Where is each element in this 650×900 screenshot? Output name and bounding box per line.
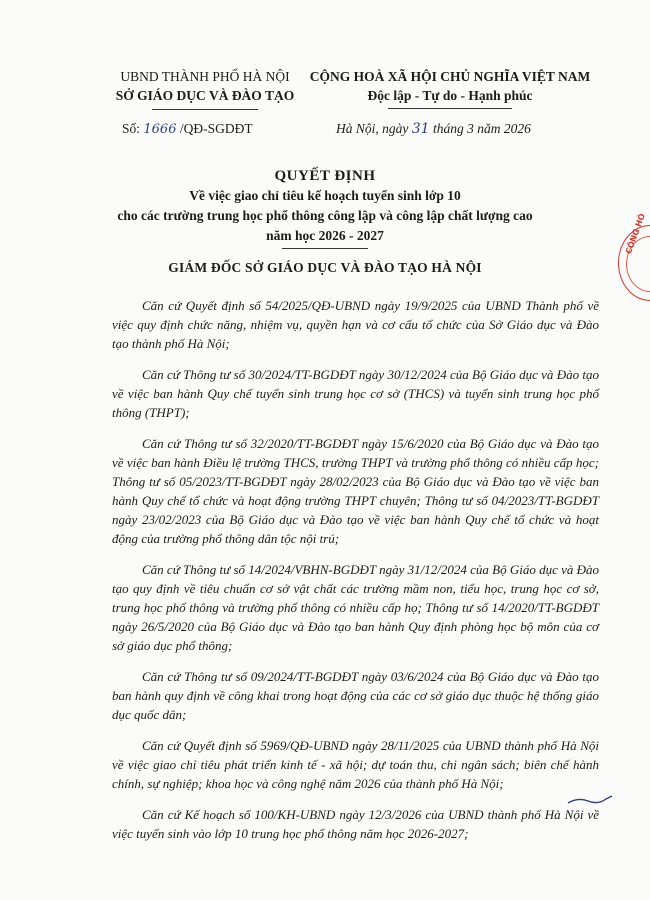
- date-day-handwritten: 31: [411, 121, 430, 137]
- subtitle-underline: [282, 248, 368, 249]
- motto-line-1: CỘNG HOÀ XÃ HỘI CHỦ NGHĨA VIỆT NAM: [309, 69, 591, 84]
- legal-basis-paragraph: Căn cứ Thông tư số 30/2024/TT-BGDĐT ngày 30/12/2024 của Bộ Giáo dục và Đào tạo về việc ban hành Quy chế tuyển sinh trung học cơ sở (THCS) và tuyển sinh trung học phổ thông (THPT);: [112, 367, 599, 420]
- issuing-agency: [105, 67, 305, 105]
- document-date: [336, 121, 531, 137]
- legal-basis-paragraph: Căn cứ Thông tư số 14/2024/VBHN-BGDĐT ngày 31/12/2024 của Bộ Giáo dục và Đào tạo quy định về tiêu chuẩn cơ sở vật chất các trường mầm non, tiểu học, trung học cơ sở, trung học phổ thông và trường phổ thông có nhiều cấp họ; Thông tư số 14/2020/TT-BGDĐT ngày 26/5/2020 của Bộ Giáo dục và Đào tạo ban hành Quy định phòng học bộ môn của cơ sở giáo dục phổ thông;: [112, 562, 599, 653]
- legal-basis: [112, 296, 599, 855]
- subtitle-line: Về việc giao chỉ tiêu kế hoạch tuyển sinh lớp 10: [189, 188, 461, 203]
- legal-basis-paragraph: Căn cứ Thông tư số 09/2024/TT-BGDĐT ngày 03/6/2024 của Bộ Giáo dục và Đào tạo ban hành quy định về công khai trong hoạt động của các cơ sở giáo dục thuộc hệ thống giáo dục quốc dân;: [112, 669, 599, 722]
- motto-line-2: Độc lập - Tự do - Hạnh phúc: [367, 88, 533, 103]
- legal-basis-paragraph: Căn cứ Thông tư số 32/2020/TT-BGDĐT ngày 15/6/2020 của Bộ Giáo dục và Đào tạo về việc ban hành Điều lệ trường THCS, trường THPT và trường phổ thông có nhiều cấp học; Thông tư số 05/2023/TT-BGDĐT ngày 28/02/2023 của Bộ Giáo dục và Đào tạo về việc ban hành Quy chế tổ chức và hoạt động trường THPT chuyên; Thông tư số 04/2023/TT-BGDĐT ngày 23/02/2023 của Bộ Giáo dục và Đào tạo về việc ban hành Quy chế tổ chức và hoạt động của trường phổ thông dân tộc nội trú;: [112, 436, 599, 546]
- legal-basis-paragraph: Căn cứ Quyết định số 5969/QĐ-UBND ngày 28/11/2025 của UBND thành phố Hà Nội về việc giao chỉ tiêu phát triển kinh tế - xã hội; dự toán thu, chi ngân sách; biên chế hành chính, sự nghiệp; khoa học và công nghệ năm 2026 của thành phố Hà Nội;: [112, 738, 599, 791]
- document-number: [122, 121, 253, 137]
- legal-basis-paragraph: Căn cứ Kế hoạch số 100/KH-UBND ngày 12/3/2026 của UBND thành phố Hà Nội về việc tuyển sinh vào lớp 10 trung học phổ thông năm học 2026-2027;: [112, 807, 599, 841]
- agency-line-1: UBND THÀNH PHỐ HÀ NỘI: [120, 69, 290, 84]
- document-title: QUYẾT ĐỊNH: [274, 168, 376, 184]
- legal-basis-paragraph: Căn cứ Quyết định số 54/2025/QĐ-UBND ngày 19/9/2025 của UBND Thành phố về việc quy định chức năng, nhiệm vụ, quyền hạn và cơ cấu tổ chức của Sở Giáo dục và Đào tạo thành phố Hà Nội;: [112, 298, 599, 351]
- motto-underline: [388, 108, 512, 109]
- national-motto: [300, 67, 600, 105]
- document-subtitle: [70, 186, 580, 246]
- agency-underline: [152, 109, 258, 110]
- pen-mark-icon: [566, 793, 614, 807]
- date-suffix: tháng 3 năm 2026: [429, 121, 531, 136]
- doc-number-suffix: /QĐ-SGDĐT: [176, 121, 253, 136]
- subtitle-line: cho các trường trung học phổ thông công lập và công lập chất lượng cao: [117, 208, 533, 223]
- issuer-heading: GIÁM ĐỐC SỞ GIÁO DỤC VÀ ĐÀO TẠO HÀ NỘI: [168, 260, 482, 275]
- doc-number-prefix: Số:: [122, 121, 144, 136]
- date-prefix: Hà Nội, ngày: [336, 121, 412, 136]
- red-seal-text: CÔNG HÒ: [624, 212, 647, 256]
- doc-number-handwritten: 1666: [143, 122, 177, 137]
- subtitle-line: năm học 2026 - 2027: [266, 228, 384, 243]
- agency-line-2: SỞ GIÁO DỤC VÀ ĐÀO TẠO: [115, 88, 295, 103]
